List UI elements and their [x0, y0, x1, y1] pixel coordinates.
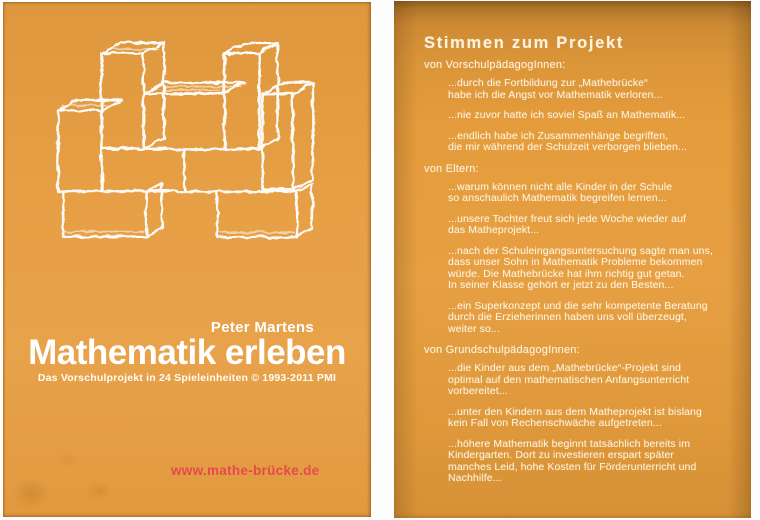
block-face	[101, 149, 184, 191]
testimonial-quote	[448, 301, 739, 336]
quote-line: kein Fall von Rechenschwäche aufgetreten...	[448, 417, 662, 429]
block-face	[63, 191, 147, 236]
quote-line: optimal auf den mathematischen Anfangsunterricht	[448, 373, 690, 386]
block-face	[144, 42, 164, 149]
testimonial-quote	[448, 439, 739, 485]
testimonials-heading: Stimmen zum Projekt	[424, 34, 625, 52]
testimonial-quote	[448, 78, 739, 101]
testimonial-quote	[448, 407, 739, 430]
quote-line: vorbereitet...	[448, 385, 508, 397]
quote-line: ...nie zuvor hatte ich soviel Spaß an Mathematik...	[448, 109, 686, 121]
testimonial-sections	[424, 56, 739, 494]
testimonial-quote	[448, 363, 739, 398]
front-cover-page	[3, 2, 371, 517]
quote-line: ...höhere Mathematik beginnt tatsächlich bereits im	[448, 437, 691, 450]
block-face	[217, 191, 297, 236]
block-face	[293, 83, 313, 190]
quote-line: ...endlich habe ich Zusammenhänge begriffen,	[448, 129, 669, 142]
website-link[interactable]: www.mathe-brücke.de	[171, 463, 320, 478]
author-name: Peter Martens	[210, 319, 314, 336]
audience-subheading: von Eltern:	[424, 162, 479, 175]
block-face	[144, 83, 245, 94]
quote-line: manches Leid, hohe Kosten für Förderunterricht und	[448, 460, 697, 473]
quote-line: so anschaulich Mathematik begreifen lernen...	[448, 192, 667, 204]
quote-line: das Matheprojekt...	[448, 224, 540, 236]
block-face	[224, 53, 259, 149]
quote-line: die mir während der Schulzeit verborgen blieben...	[448, 141, 688, 153]
quote-line: ...warum können nicht alle Kinder in der Schule	[448, 180, 673, 193]
quote-line: durch die Erzieherinnen haben uns voll überzeugt,	[448, 311, 687, 323]
block-face	[101, 53, 143, 149]
audience-subheading: von GrundschulpädagogInnen:	[424, 344, 580, 356]
building-blocks-illustration	[47, 35, 329, 257]
quote-line: weiter so...	[448, 322, 500, 335]
quote-line: ...die Kinder aus dem „Mathebrücke“-Projekt sind	[448, 362, 681, 374]
quote-line: ...unsere Tochter freut sich jede Woche wieder auf	[448, 212, 687, 225]
block-face	[184, 149, 263, 191]
audience-subheading: von VorschulpädagogInnen:	[424, 59, 566, 71]
book-title: Mathematik erleben	[28, 333, 346, 372]
block-face	[58, 111, 101, 192]
book-subtitle: Das Vorschulprojekt in 24 Spieleinheiten © 1993-2011 PMI	[37, 372, 337, 384]
quote-line: ...nach der Schuleingangsuntersuchung sagte man uns,	[448, 244, 713, 257]
block-face	[297, 183, 312, 236]
testimonial-quote	[448, 110, 739, 122]
quote-line: ...ein Superkonzept und die sehr kompetente Beratung	[448, 299, 708, 312]
testimonial-quote	[448, 214, 739, 237]
quote-line: In seiner Klasse gehört er jetzt zu den Besten...	[448, 279, 674, 291]
block-face	[144, 94, 225, 149]
quote-line: Kindergarten. Dort zu investieren erspart später	[448, 449, 674, 461]
testimonial-quote	[448, 131, 739, 154]
testimonial-quote	[448, 246, 739, 292]
testimonial-quote	[448, 182, 739, 205]
quote-line: würde. Die Mathebrücke hat ihm richtig gut getan.	[448, 267, 685, 280]
quote-line: dass unser Sohn in Mathematik Probleme bekommen	[448, 256, 703, 268]
quote-line: habe ich die Angst vor Mathematik verloren...	[448, 88, 663, 101]
back-cover-page	[394, 1, 751, 518]
quote-line: ...unter den Kindern aus dem Matheprojekt ist bislang	[448, 405, 702, 418]
quote-line: ...durch die Fortbildung zur „Mathebrücke“	[448, 77, 648, 89]
quote-line: Nachhilfe...	[448, 472, 502, 484]
